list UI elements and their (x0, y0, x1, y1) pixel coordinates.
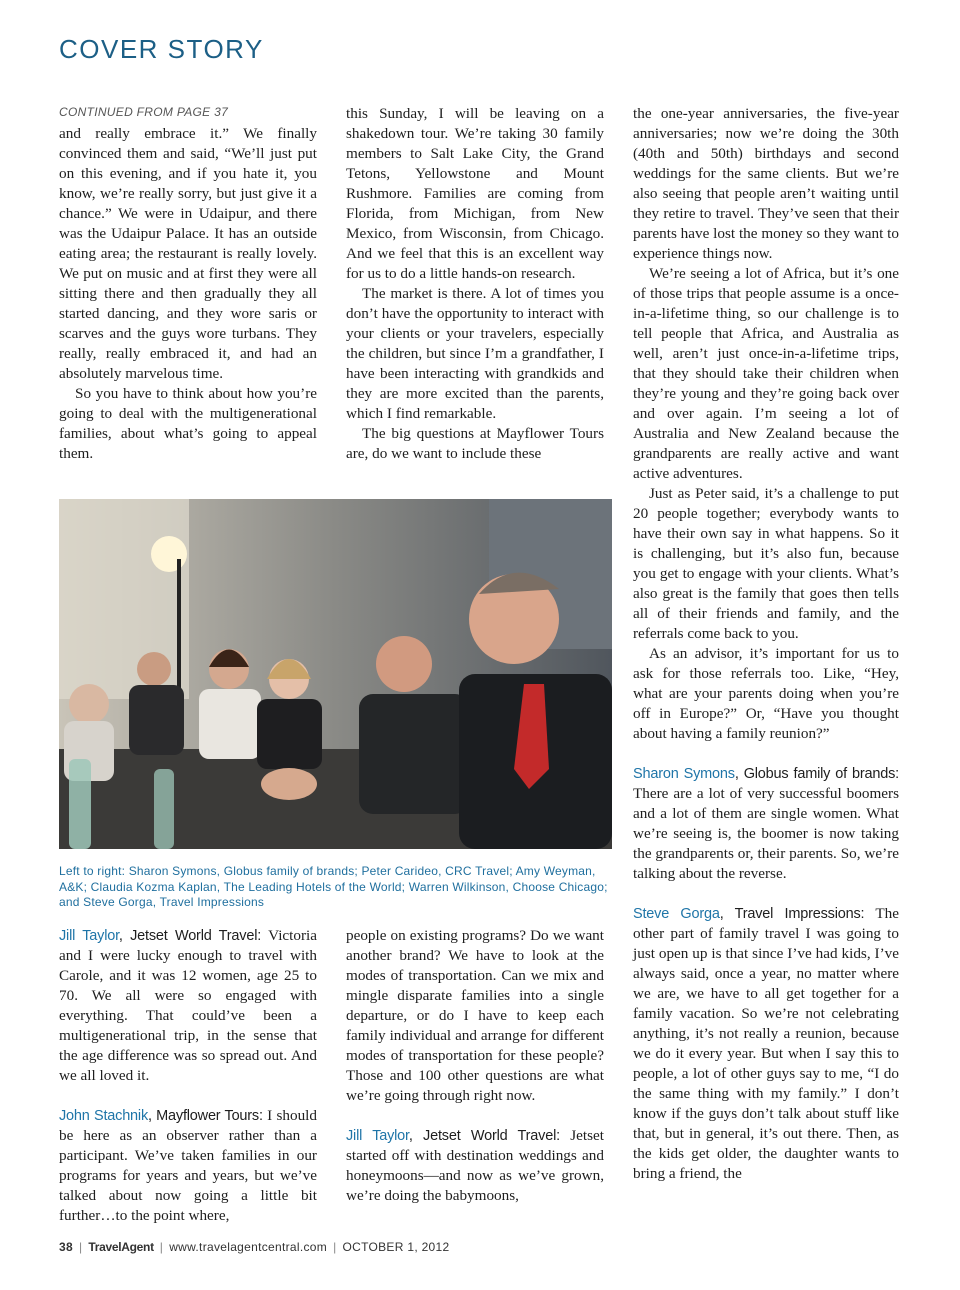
paragraph: As an advisor, it’s important for us to ask for those referrals too. Like, “Hey, what are your parents doing when you’re off in Europe?” Or, “Have you thought about having a family reunion?” (633, 645, 899, 742)
speaker-paragraph (633, 904, 899, 1184)
paragraph: the one-year anniversaries, the five-year anniversaries; now we’re doing the 30th (40th and 50th) birthdays and second weddings for the same clients. But we’re also seeing that people aren’t waiting until they retire to travel. They’ve seen that their parents have lost the money so they want to experience things now. (633, 105, 899, 262)
paragraph: The big questions at Mayflower Tours are, do we want to include these (346, 425, 604, 462)
speaker-text: Jetset started off with destination weddings and honeymoons—and now as we’ve grown, we’re doing the babymoons, (346, 1127, 604, 1204)
speaker-name: Steve Gorga (633, 906, 720, 922)
speaker-affiliation: , Mayflower Tours: (148, 1108, 263, 1124)
column-2-top (346, 104, 604, 464)
paragraph: The market is there. A lot of times you don’t have the opportunity to interact with your clients or your travelers, especially the children, but since I’m a grandfather, I have been interacting with grandkids and they are more excited than the parents, which I find remarkable. (346, 285, 604, 422)
footer-divider: | (78, 1240, 83, 1254)
speaker-affiliation: , Globus family of brands: (734, 766, 899, 782)
speaker-text: I should be here as an observer rather than a participant. We’ve taken families in our programs for years and years, but we’ve talked about now going a little bit further…to the point where, (59, 1107, 317, 1224)
photo-caption: Left to right: Sharon Symons, Globus family of brands; Peter Carideo, CRC Travel; Amy Weyman, A&K; Claudia Kozma Kaplan, The Leading Hotels of the World; Warren Wilkinson, Choose Chicago; and Steve Gorga, Travel Impressions (59, 864, 608, 909)
speaker-affiliation: , Jetset World Travel: (118, 928, 262, 944)
speaker-paragraph (59, 1106, 317, 1226)
footer-divider: | (333, 1240, 337, 1254)
paragraph: people on existing programs? Do we want another brand? We have to look at the modes of transportation. Can we mix and mingle disparate families into a single departure, or do I have to keep each family individual and arrange for different modes of transportation for these people? Those and 100 other questions are what we’re going through right now. (346, 927, 604, 1104)
continued-note: CONTINUED FROM PAGE 37 (59, 105, 229, 119)
photo-illustration (59, 499, 612, 849)
speaker-text: Victoria and I were lucky enough to travel with Carole, and it was 12 women, age 25 to 70. We all were so engaged with everything. That could’ve been a multigenerational trip, in the sense that the age difference was so spread out. And we all loved it. (59, 927, 317, 1084)
paragraph: this Sunday, I will be leaving on a shakedown tour. We’re taking 30 family members to Salt Lake City, the Grand Tetons, Yellowstone and Mount Rushmore. Families are coming from Florida, from Michigan, from New Mexico, from Wisconsin, from Chicago. And we feel that this is an excellent way for us to do a little hands-on research. (346, 105, 604, 282)
column-3 (633, 104, 899, 1184)
paragraph: and really embrace it.” We finally convinced them and said, “We’ll just put on this evening, and if you hate it, you know, we’re really sorry, but just give it a chance.” We were in Udaipur, and there was the Udaipur Palace. It has an outside eating area; the restaurant is really lovely. We put on music and at first they were all sitting there and then gradually they all started dancing, and they wore saris or scarves and the guys wore turbans. They really, really embraced it, and had an absolutely marvelous time. (59, 125, 317, 382)
speaker-affiliation: , Jetset World Travel: (408, 1128, 560, 1144)
page-footer (59, 1240, 449, 1254)
website-url: www.travelagentcentral.com (169, 1240, 328, 1254)
speaker-name: John Stachnik (59, 1108, 148, 1124)
column-2-bottom (346, 926, 604, 1206)
section-title: COVER STORY (59, 34, 264, 64)
page-number: 38 (59, 1240, 73, 1254)
speaker-affiliation: , Travel Impressions: (719, 906, 865, 922)
paragraph: Just as Peter said, it’s a challenge to put 20 people together; everybody wants to have their own say in what happens. So it is challenging, but it’s also fun, because you get to engage with your clients. What’s also great is the family that goes then tells all of their friends and family, and the referrals come back to you. (633, 485, 899, 642)
magazine-name: TravelAgent (88, 1240, 154, 1254)
speaker-text: There are a lot of very successful boomers and a lot of them are single women. What we’re seeing is, the boomer is now taking the grandparents or, their parents. So, we’re talking about the reverse. (633, 785, 899, 882)
speaker-name: Jill Taylor (59, 928, 119, 944)
paragraph: We’re seeing a lot of Africa, but it’s one of those trips that people assume is a once-in-a-lifetime thing, so our challenge is to tell people that Africa, and Australia as well, aren’t just once-in-a-lifetime trips, that they should take their children when they’re young and they’re going back over and over again. I’m seeing a lot of Australia and New Zealand because the grandparents are really active and want active adventures. (633, 265, 899, 482)
speaker-text: The other part of family travel I was going to just open up is that since I’ve had kids, I’ve always said, once a year, no matter where we are, we have to all get together for a family vacation. So we’re not celebrating anything, it’s not really a reunion, because we do it every year. But when I say this to people, a lot of other guys say to me, “I do the same thing with my family.” I don’t know if the guys don’t talk about stuff like that, but in general, it’s out there. Then, as the kids get older, the daughter wants to bring a friend, the (633, 905, 899, 1182)
speaker-paragraph (346, 1126, 604, 1206)
speaker-paragraph (633, 764, 899, 884)
issue-date: OCTOBER 1, 2012 (342, 1240, 450, 1254)
column-1-bottom (59, 926, 317, 1226)
roundtable-photo (59, 499, 612, 849)
speaker-paragraph (59, 926, 317, 1086)
paragraph: So you have to think about how you’re going to deal with the multigenerational families, about what’s going to appeal them. (59, 385, 317, 462)
column-1-top (59, 104, 317, 464)
speaker-name: Sharon Symons (633, 766, 735, 782)
footer-divider: | (159, 1240, 164, 1254)
speaker-name: Jill Taylor (346, 1128, 409, 1144)
